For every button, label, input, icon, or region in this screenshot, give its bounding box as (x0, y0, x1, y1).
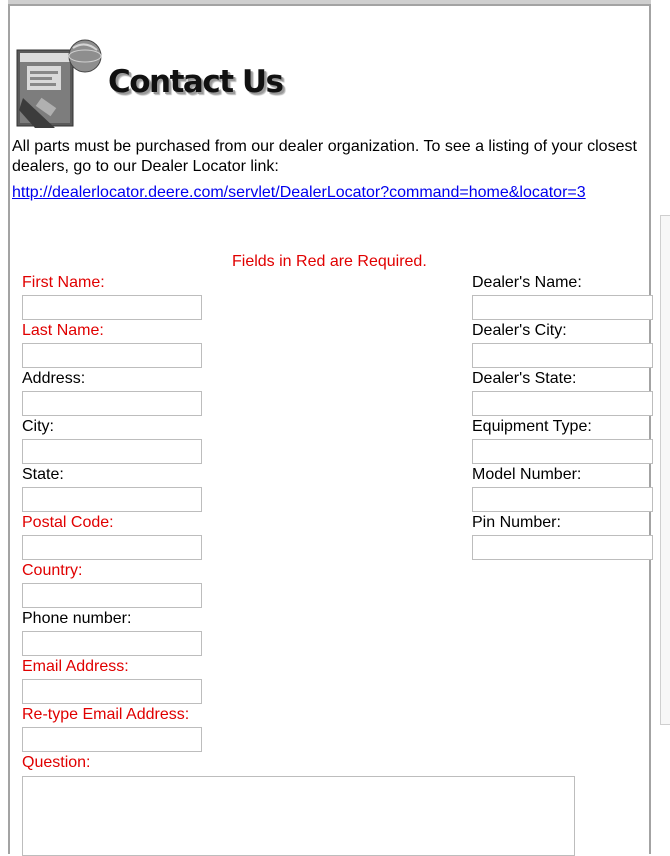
last-name-input[interactable] (22, 343, 202, 368)
phone-number-input[interactable] (22, 631, 202, 656)
question-textarea[interactable] (22, 776, 575, 856)
scrollbar[interactable] (660, 215, 670, 725)
address-label: Address: (22, 370, 86, 387)
state-input[interactable] (22, 487, 202, 512)
parts-catalog-logo (15, 36, 105, 128)
dealer-city-input[interactable] (472, 343, 653, 368)
equipment-type-label: Equipment Type: (472, 418, 592, 435)
first-name-label: First Name: (22, 274, 105, 291)
dealer-name-input[interactable] (472, 295, 653, 320)
address-input[interactable] (22, 391, 202, 416)
retype-email-input[interactable] (22, 727, 202, 752)
email-address-label: Email Address: (22, 658, 129, 675)
dealer-locator-link[interactable]: http://dealerlocator.deere.com/servlet/DealerLocator?command=home&locator=3 (12, 184, 586, 201)
postal-code-input[interactable] (22, 535, 202, 560)
city-label: City: (22, 418, 54, 435)
dealer-state-label: Dealer's State: (472, 370, 577, 387)
country-input[interactable] (22, 583, 202, 608)
model-number-label: Model Number: (472, 466, 582, 483)
first-name-input[interactable] (22, 295, 202, 320)
pin-number-label: Pin Number: (472, 514, 561, 531)
postal-code-label: Postal Code: (22, 514, 114, 531)
required-fields-note: Fields in Red are Required. (232, 253, 427, 270)
email-address-input[interactable] (22, 679, 202, 704)
dealer-name-label: Dealer's Name: (472, 274, 582, 291)
state-label: State: (22, 466, 64, 483)
dealer-city-label: Dealer's City: (472, 322, 567, 339)
retype-email-label: Re-type Email Address: (22, 706, 190, 723)
phone-number-label: Phone number: (22, 610, 132, 627)
intro-text: All parts must be purchased from our dealer organization. To see a listing of your closest dealers, go to our Dealer Locator link: (12, 138, 637, 175)
equipment-type-input[interactable] (472, 439, 653, 464)
city-input[interactable] (22, 439, 202, 464)
dealer-state-input[interactable] (472, 391, 653, 416)
country-label: Country: (22, 562, 83, 579)
page-title: Contact Us (108, 64, 283, 100)
question-label: Question: (22, 754, 91, 771)
last-name-label: Last Name: (22, 322, 104, 339)
pin-number-input[interactable] (472, 535, 653, 560)
model-number-input[interactable] (472, 487, 653, 512)
